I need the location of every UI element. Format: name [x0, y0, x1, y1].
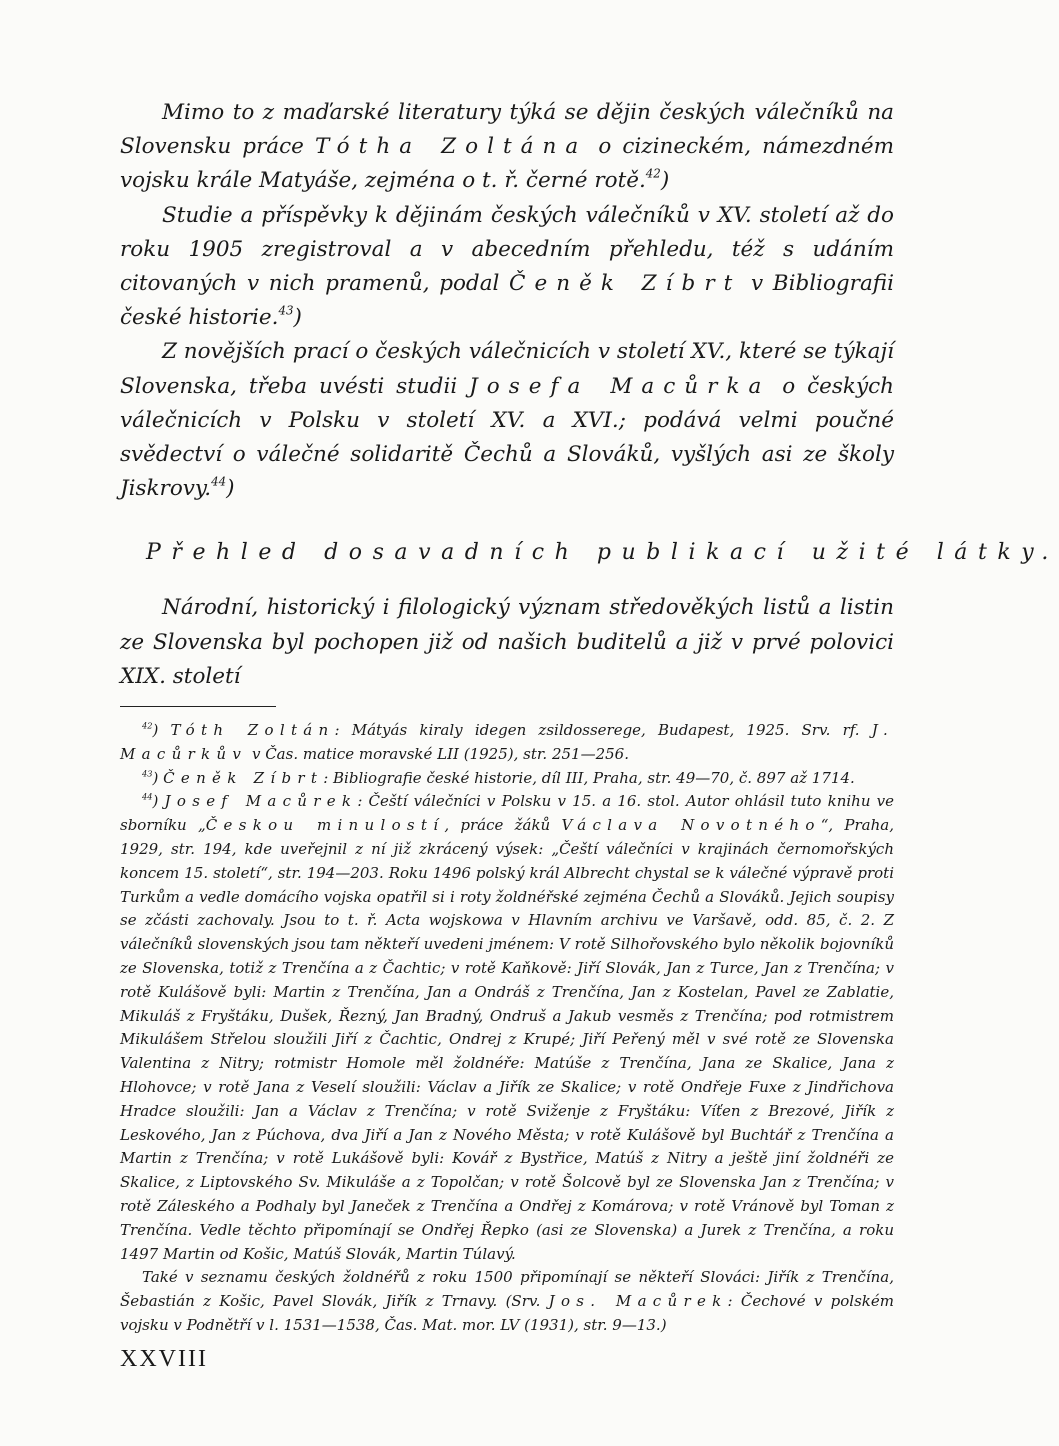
text: : Mátyás kiraly idegen zsildosserege, Budapest, 1925. Srv. rf.: [334, 721, 860, 740]
footnote-divider: [120, 706, 276, 707]
text: ): [660, 168, 670, 194]
footnote-44: $^{44}$) Josef Macůrek: Čeští válečníci v Polsku v 15. a 16. stol. Autor ohlásil tuto knihu ve sborníku „Českou minulostí, práce žáků Václava Novotného“, Praha, 1929, str. 194, kde uveřejnil z ní již zkrácený výsek: „Čeští válečníci v krajinách černomořských koncem 15. století“, str. 194—203. Roku 1496 polský král Albrecht chystal se k válečné výpravě proti Turkům a vedle domácího vojska opatřil si i roty žoldnéřské zejména Čechů a Slováků. Jejich soupisy se zčásti zachovaly. Jsou to t. ř. Acta wojskowa v Hlavním archivu ve Varšavě, odd. 85, č. 2. Z válečníků slovenských jsou tam někteří uvedeni jménem: V rotě Silhořovského bylo několik bojovníků ze Slovenska, totiž z Trenčína a z Čachtic; v rotě Kaňkově: Jiří Slovák, Jan z Turce, Jan z Trenčína; v rotě Kulášově byli: Martin z Trenčína, Jan a Ondráš z Trenčína, Jan z Kostelan, Pavel ze Zablatie, Mikuláš z Fryštáku, Dušek, Řezný, Jan Bradný, Ondruš a Jakub vesměs z Trenčína; pod rotmistrem Mikulášem Střelou sloužili Jiří z Čachtic, Ondrej z Krupé; Jiří Peřený měl v své rotě ze Slovenska Valentina z Nitry; rotmistr Homole měl žoldnéře: Matúše z Trenčína, Jana ze Skalice, Jana z Hlohovce; v rotě Jana z Veselí sloužili: Václav a Jiřík ze Skalice; v rotě Ondřeje Fuxe z Jindřichova Hradce sloužili: Jan a Václav z Trenčína; v rotě Sviženje z Fryštáku: Víťen z Brezové, Jiřík z Leskového, Jan z Púchova, dva Jiří a Jan z Nového Města; v rotě Kulášově byl Buchtář z Trenčína a Martin z Trenčína; v rotě Lukášově byli: Kovář z Bystřice, Matúš z Nitry a ještě jiní žoldnéři ze Skalice, z Liptovského Sv. Mikuláše a z Topolčan; v rotě Šolcově byl ze Slovenska Jan z Trenčína; v rotě Záleského a Podhaly byl Janeček z Trenčína a Ondřej z Komárova; v rotě Vránově byl Toman z Trenčína. Vedle těchto připomínají se Ondřej Řepko (asi ze Slovenska) a Jurek z Trenčína, a roku 1497 Martin od Košic, Matúš Slovák, Martin Túlavý.: [120, 791, 895, 1263]
footnote-number: 42: [142, 720, 153, 731]
author-name: Jos. Macůrek: [548, 1292, 728, 1311]
text: Z novějších prací o českých válečnicích v století XV., které se týkají Slovenska, třeba uvésti studii: [120, 339, 894, 399]
footnote-number: 44: [142, 791, 153, 802]
author-name: Josef Macůrek: [164, 792, 358, 811]
text: Studie a příspěvky k dějinám českých válečníků v XV. století až do roku 1905 zregistroval a v abecedním přehledu, též s udáním citovaných v nich pramenů, podal: [120, 202, 894, 297]
page-number: XXVIII: [120, 1345, 208, 1372]
text: v Čas. matice moravské LII (1925), str. 251—256.: [251, 744, 629, 763]
footnote-ref[interactable]: 43: [278, 303, 294, 318]
author-name: Čeněk Zíbrt: [163, 768, 324, 787]
text: o cizineckém, námezdném vojsku krále Matyáše, zejména o t. ř. černé rotě.: [120, 134, 894, 194]
section-heading: Přehled dosavadních publikací užité látky.: [146, 540, 1059, 566]
document-page: [120, 96, 1059, 1373]
author-name: Tótha Zoltána: [314, 134, 588, 160]
text: Mimo to z maďarské literatury týká se dějin českých válečníků na Slovensku práce: [120, 100, 894, 160]
footnote-42: $^{42}$) Tóth Zoltán: Mátyás kiraly idegen zsildosserege, Budapest, 1925. Srv. rf. J. Macůrkův v Čas. matice moravské LII (1925), str. 251—256.: [120, 720, 895, 763]
paragraph-national-significance: Národní, historický i filologický význam středověkých listů a listin ze Slovenska byl pochopen již od našich buditelů a již v prvé polovici XIX. století: [120, 595, 894, 689]
paragraph-hungarian-literature: [120, 96, 894, 199]
book-title: Českou minulostí: [205, 816, 445, 835]
text: “, Praha, 1929, str. 194, kde uveřejnil z ní již zkrácený výsek: „Čeští válečníci v krajinách černomořských koncem 15. století“, str. 194—203. Roku 1496 polský král Albrecht chystal se k válečné výpravě proti Turkům a vedle domácího vojska opatřil si i roty žoldnéřské zejména Čechů a Slováků. Jejich soupisy se zčásti zachovaly. Jsou to t. ř. Acta wojskowa v Hlavním archivu ve Varšavě, odd. 85, č. 2. Z válečníků slovenských jsou tam někteří uvedeni jménem: V rotě Silhořovského bylo několik bojovníků ze Slovenska, totiž z Trenčína a z Čachtic; v rotě Kaňkově: Jiří Slovák, Jan z Turce, Jan z Trenčína; v rotě Kulášově byli: Martin z Trenčína, Jan a Ondráš z Trenčína, Jan z Kostelan, Pavel ze Zablatie, Mikuláš z Fryštáku, Dušek, Řezný, Jan Bradný, Ondruš a Jakub vesměs z Trenčína; pod rotmistrem Mikulášem Střelou sloužili Jiří z Čachtic, Ondrej z Krupé; Jiří Peřený měl v své rotě ze Slovenska Valentina z Nitry; rotmistr Homole měl žoldnéře: Matúše z Trenčína, Jana ze Skalice, Jana z Hlohovce; v rotě Jana z Veselí sloužili: Václav a Jiřík ze Skalice; v rotě Ondřeje Fuxe z Jindřichova Hradce sloužili: Jan a Václav z Trenčína; v rotě Sviženje z Fryštáku: Víťen z Brezové, Jiřík z Leskového, Jan z Púchova, dva Jiří a Jan z Nového Města; v rotě Kulášově byl Buchtář z Trenčína a Martin z Trenčína; v rotě Lukášově byli: Kovář z Bystřice, Matúš z Nitry a ještě jiní žoldnéři ze Skalice, z Liptovského Sv. Mikuláše a z Topolčan; v rotě Šolcově byl ze Slovenska Jan z Trenčína; v rotě Záleského a Podhaly byl Janeček z Trenčína a Ondřej z Komárova; v rotě Vránově byl Toman z Trenčína. Vedle těchto připomínají se Ondřej Řepko (asi ze Slovenska) a Jurek z Trenčína, a roku 1497 Martin od Košic, Matúš Slovák, Martin Túlavý.: [120, 816, 894, 1263]
footnote-number: 43: [142, 768, 153, 779]
paragraph-newer-works: [120, 335, 894, 506]
author-name: Tóth Zoltán: [170, 721, 335, 740]
text: : Čeští válečníci v Polsku v 15. a 16. stol. Autor ohlásil tuto knihu ve sborníku „: [120, 792, 895, 835]
text: v Bibliografii české historie.: [120, 271, 894, 331]
text: : Čechové v polském vojsku v Podnětří v l. 1531—1538, Čas. Mat. mor. LV (1931), str. 9—13.): [120, 1292, 894, 1334]
footnote-ref[interactable]: 42: [645, 166, 661, 181]
author-name: Josefa Macůrka: [469, 373, 771, 399]
text: : Bibliografie české historie, díl III, Praha, str. 49—70, č. 897 až 1714.: [323, 768, 855, 787]
text: ): [293, 305, 302, 331]
footnote-43: $^{43}$) Čeněk Zíbrt: Bibliografie české historie, díl III, Praha, str. 49—70, č. 897 až 1714.: [142, 768, 855, 787]
author-name: J. Macůrkův: [120, 721, 895, 763]
footnote-ref[interactable]: 44: [211, 474, 227, 489]
author-name: Václava Novotného: [561, 816, 821, 835]
author-name: Čeněk Zíbrt: [509, 271, 742, 297]
text: Také v seznamu českých žoldnéřů z roku 1500 připomínají se někteří Slováci: Jiřík z Trenčína, Šebastián z Košic, Pavel Slovák, Jiřík z Trnavy. (Srv.: [120, 1268, 894, 1311]
text: ): [226, 476, 235, 502]
text: , práce žáků: [444, 816, 551, 835]
paragraph-studies: [120, 199, 894, 336]
footnote-44-continued: [120, 1266, 894, 1337]
text: o českých válečnicích v Polsku v století XV. a XVI.; podává velmi poučné svědectví o válečné solidaritě Čechů a Slováků, vyšlých asi ze školy Jiskrovy.: [120, 373, 894, 502]
